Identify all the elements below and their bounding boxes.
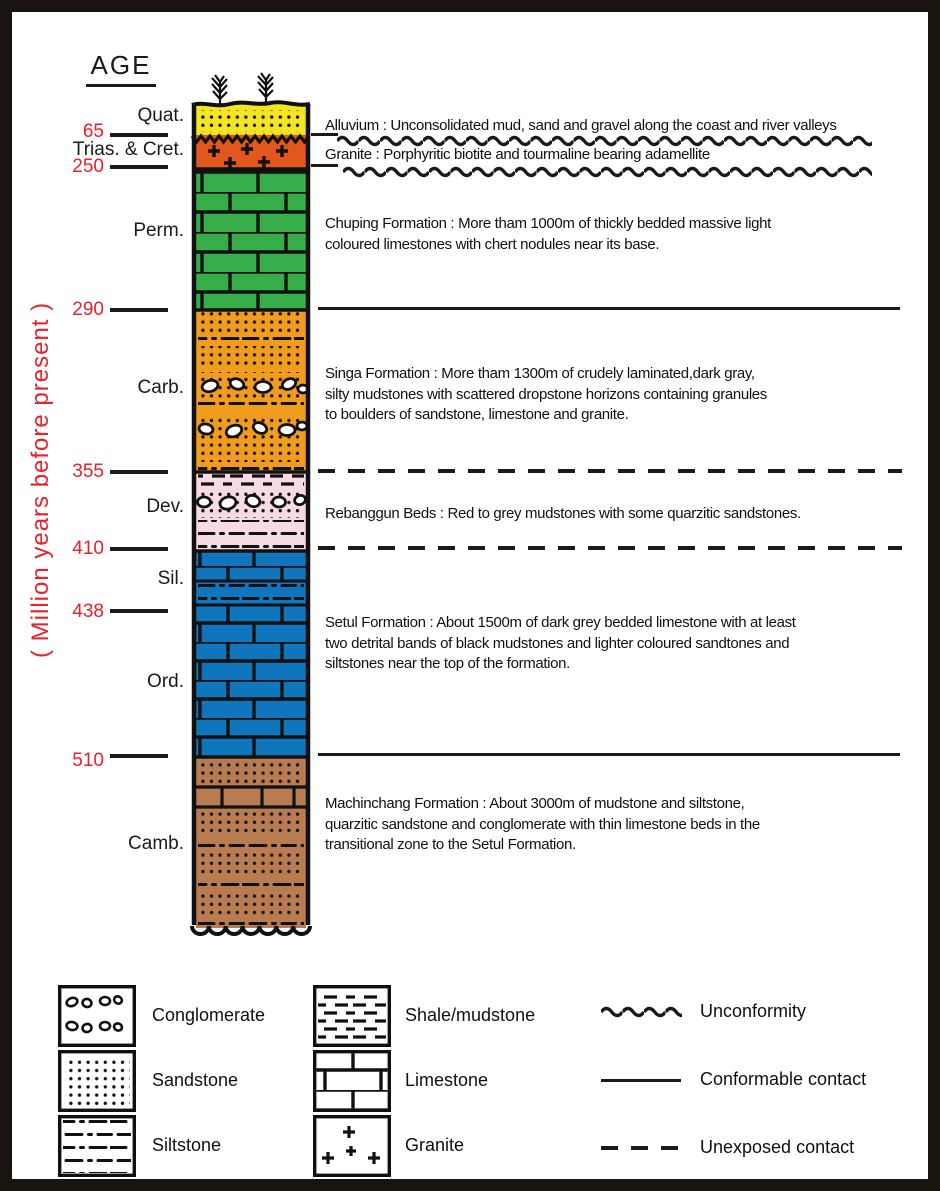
shale-swatch-icon xyxy=(313,985,391,1047)
desc-rebanggun: Rebanggun Beds : Red to grey mudstones with some quarzitic sandstones. xyxy=(325,505,801,522)
age-65: 65 xyxy=(82,121,104,142)
legend-unexposed-label: Unexposed contact xyxy=(700,1137,855,1157)
section-alluvium xyxy=(192,102,310,138)
age-510: 510 xyxy=(72,750,104,771)
age-355: 355 xyxy=(72,461,104,482)
conformable-contact-290 xyxy=(318,307,900,310)
conformable-contact-510 xyxy=(318,753,900,756)
desc-chuping: Chuping Formation : More tham 1000m of thickly bedded massive light coloured limestones with chert nodules near its base. xyxy=(325,215,771,253)
tick-65 xyxy=(110,133,168,137)
strat-column xyxy=(190,72,312,938)
desc-machinchang: Machinchang Formation : About 3000m of mudstone and siltstone, quarzitic sandstone and conglomerate with thin limestone beds in the transitional zone to the Setul Formation. xyxy=(325,795,760,853)
period-sil: Sil. xyxy=(157,568,184,589)
legend-siltstone-label: Siltstone xyxy=(152,1135,222,1155)
legend-shale-label: Shale/mudstone xyxy=(405,1005,536,1025)
tick-250 xyxy=(110,165,168,169)
period-ord: Ord. xyxy=(147,671,184,692)
unconformity-line-bottom xyxy=(343,163,872,181)
period-dev: Dev. xyxy=(146,496,184,517)
tick-410 xyxy=(110,547,168,551)
period-camb: Camb. xyxy=(128,833,184,854)
siltstone-swatch-icon xyxy=(58,1115,136,1177)
legend-conformable-label: Conformable contact xyxy=(700,1069,867,1089)
granite-swatch-icon xyxy=(313,1115,391,1177)
legend-limestone-label: Limestone xyxy=(405,1070,489,1090)
tick-510 xyxy=(110,754,168,758)
age-290: 290 xyxy=(72,299,104,320)
legend-granite-label: Granite xyxy=(405,1135,465,1155)
age-250: 250 xyxy=(72,156,104,177)
age-438: 438 xyxy=(72,601,104,622)
desc-alluvium: Alluvium : Unconsolidated mud, sand and gravel along the coast and river valleys xyxy=(325,117,837,134)
unexposed-contact-355 xyxy=(318,469,902,473)
desc-singa: Singa Formation : More tham 1300m of crudely laminated,dark gray, silty mudstones with scattered dropstone horizons containing granules to boulders of sandstone, limestone and granite. xyxy=(325,365,767,423)
legend-unconformity-label: Unconformity xyxy=(700,1001,807,1021)
period-quat: Quat. xyxy=(137,105,184,126)
unexposed-contact-410 xyxy=(318,546,902,550)
period-trias-cret: Trias. & Cret. xyxy=(72,139,184,160)
sandstone-swatch-icon xyxy=(58,1050,136,1112)
section-setul xyxy=(194,551,308,757)
limestone-swatch-icon xyxy=(313,1050,391,1112)
desc-granite: Granite : Porphyritic biotite and tourmaline bearing adamellite xyxy=(325,146,710,163)
section-singa xyxy=(194,310,308,472)
tick-355 xyxy=(110,470,168,474)
desc-setul: Setul Formation : About 1500m of dark grey bedded limestone with at least two detrital bands of black mudstones and lighter coloured sandtones and siltstones near the top of the formation. xyxy=(325,614,796,672)
age-header: AGE xyxy=(90,50,152,80)
section-granite xyxy=(192,135,309,169)
tick-290 xyxy=(110,308,168,312)
legend-conglomerate-label: Conglomerate xyxy=(152,1005,266,1025)
section-rebanggun xyxy=(194,472,308,551)
period-carb: Carb. xyxy=(137,377,184,398)
conformable-contact-symbol xyxy=(601,1079,681,1082)
age-header-underline xyxy=(86,84,156,87)
age-410: 410 xyxy=(72,538,104,559)
tree-icon xyxy=(212,73,273,104)
section-chuping xyxy=(194,169,308,310)
tick-438 xyxy=(110,609,168,613)
axis-label: ( Million years before present ) xyxy=(27,301,54,659)
unconformity-symbol xyxy=(601,1003,682,1021)
conglomerate-swatch-icon xyxy=(58,985,136,1047)
legend-sandstone-label: Sandstone xyxy=(152,1070,239,1090)
section-machinchang xyxy=(194,757,308,928)
period-perm: Perm. xyxy=(133,220,184,241)
unexposed-contact-symbol xyxy=(601,1146,681,1150)
